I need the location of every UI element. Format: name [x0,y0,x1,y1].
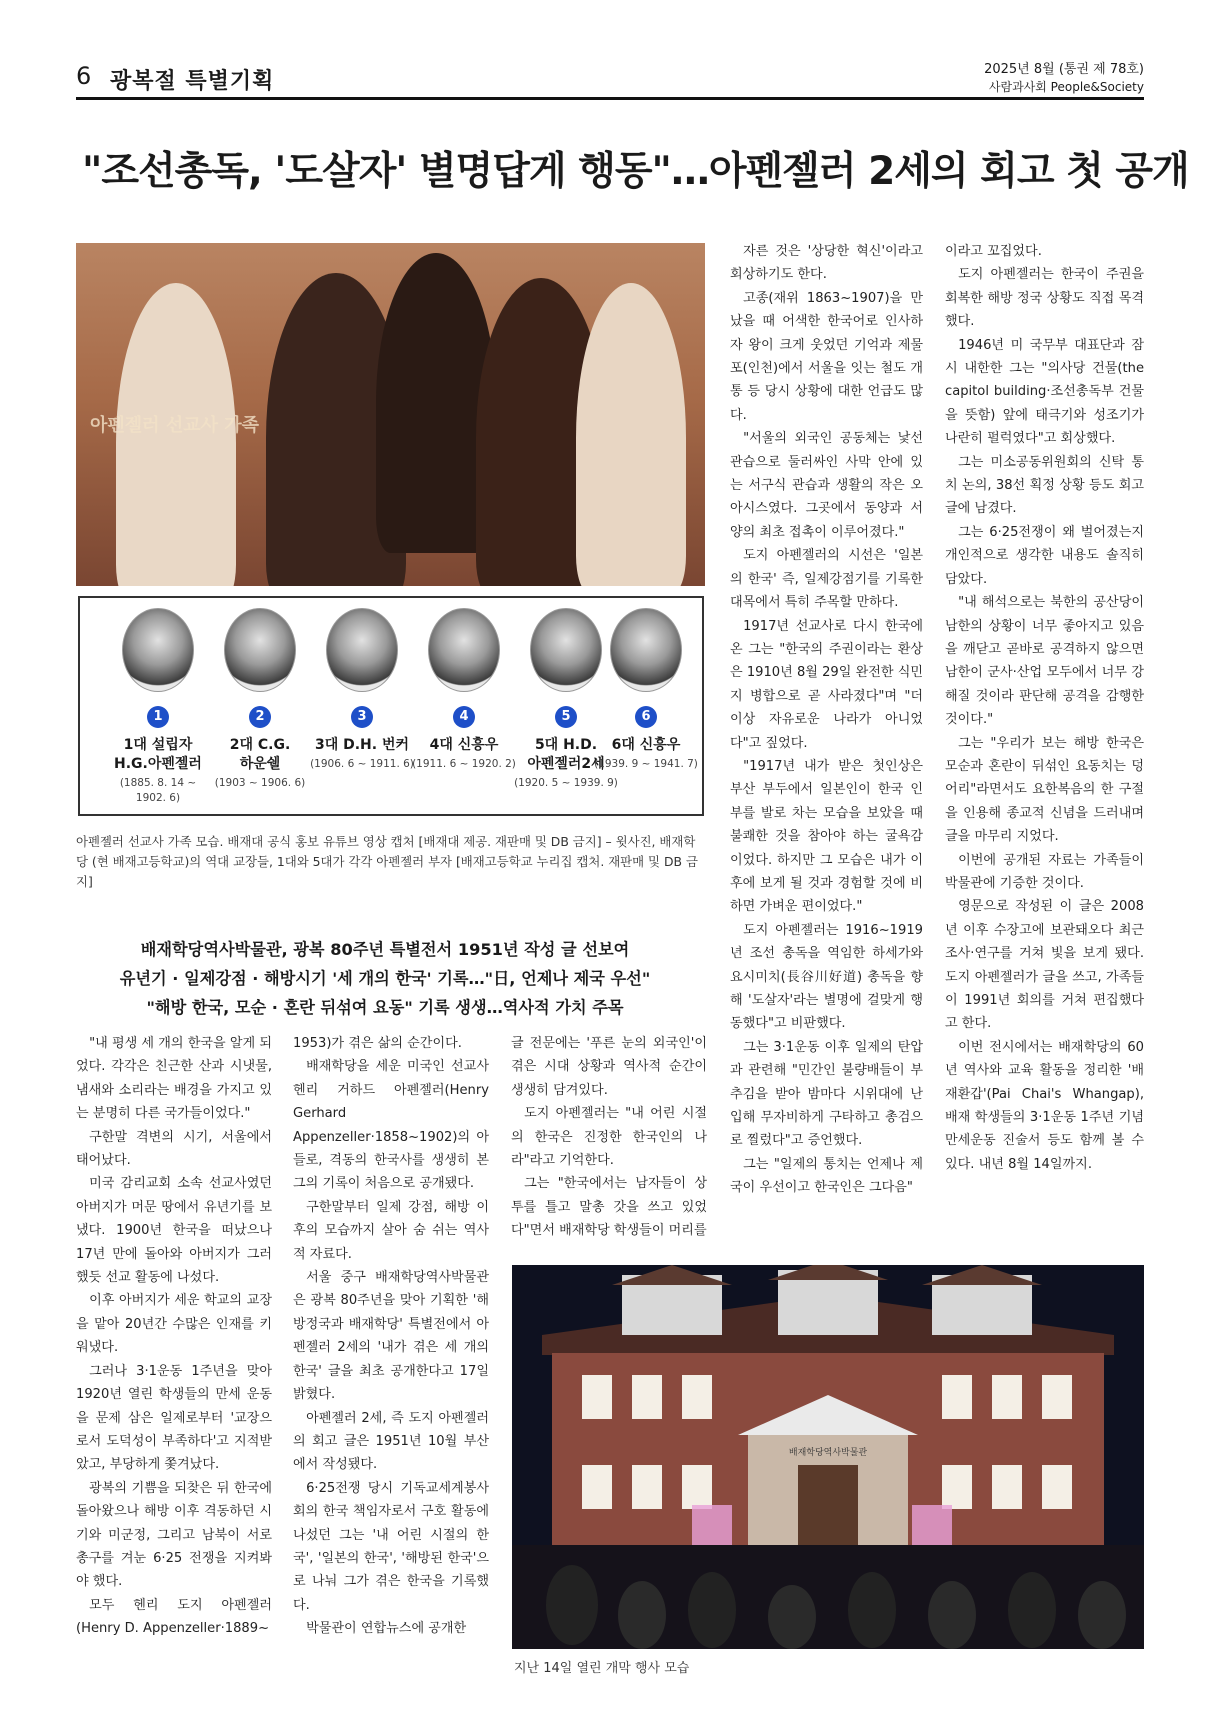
principals-panel [78,596,704,816]
paragraph: 1917년 선교사로 다시 한국에 온 그는 "한국의 주권이라는 환상은 1910년 8월 29일 완전한 식민지 병합으로 곧 사라졌다"며 "더 이상 자유로운 나라가 아니었다"고 짚었다. [730,618,923,751]
paragraph: 이번에 공개된 자료는 가족들이 박물관에 기증한 것이다. [945,852,1144,891]
paragraph: 이라고 꼬집었다. [945,244,1042,259]
subheadline: "해방 한국, 모순 · 혼란 뒤섞여 요동" 기록 생생…역사적 가치 주목 [146,998,624,1017]
paragraph: 그는 "우리가 보는 해방 한국은 모순과 혼란이 뒤섞인 요동치는 덩어리"라면서도 요한복음의 한 구절을 인용해 종교적 신념을 드러내며 글을 마무리 지었다. [945,735,1144,845]
principal-years: (1903 ~ 1906. 6) [214,777,306,789]
principal-name-2: H.G.아펜젤러 [114,756,202,772]
principal-years: (1911. 6 ~ 1920. 2) [412,758,516,770]
paragraph: "서울의 외국인 공동체는 낯선 관습으로 둘러싸인 사막 안에 있는 서구식 관습과 생활의 작은 오아시스였다. 그곳에서 동양과 서양의 최초 접촉이 이루어졌다." [730,431,923,540]
paragraph: 그는 3·1운동 이후 일제의 탄압과 관련해 "민간인 불량배들이 부추김을 받아 밤마다 시위대에 난입해 무자비하게 구타하고 총검으로 찔렀다"고 증언했다. [730,1039,923,1149]
principal-card [206,608,314,791]
paragraph: 그는 6·25전쟁이 왜 벌어졌는지 개인적으로 생각한 내용도 솔직히 담았다. [945,524,1144,587]
principal-number-badge: 4 [453,706,475,728]
principal-number-badge: 1 [147,706,169,728]
principal-card [104,608,212,806]
paragraph: 박물관이 연합뉴스에 공개한 [306,1621,467,1637]
photo-caption-bottom: 지난 14일 열린 개막 행사 모습 [514,1661,690,1676]
portrait-image [326,608,398,692]
paragraph: 아펜젤러 2세, 즉 도지 아펜젤러의 회고 글은 1951년 10월 부산에서 작성됐다. [293,1410,489,1473]
paragraph: 구한말 격변의 시기, 서울에서 태어났다. [76,1129,272,1169]
article-column [511,1032,707,1243]
article-column [293,1032,489,1641]
paragraph: 영문으로 작성된 이 글은 2008년 이후 수장고에 보관돼오다 최근 조사·연구를 거쳐 빛을 보게 됐다. 도지 아펜젤러가 글을 쓰고, 가족들이 1991년 회의를 거쳐 편집했다고 한다. [945,899,1144,1032]
portrait-image [610,608,682,692]
publication-name: 사람과사회 People&Society [988,80,1144,94]
principal-years: (1939. 9 ~ 1941. 7) [594,758,698,770]
paragraph: 그는 "일제의 통치는 언제나 제국이 우선이고 한국인은 그다음" [730,1156,923,1196]
section-title: 광복절 특별기획 [110,69,275,94]
subheadline: 배재학당역사박물관, 광복 80주년 특별전서 1951년 작성 글 선보여 [140,940,630,959]
paragraph: 도지 아펜젤러는 한국이 주권을 회복한 해방 정국 상황도 직접 목격했다. [945,267,1144,330]
principal-name: 3대 D.H. 번커 [314,737,410,753]
principal-name: 4대 신흥우 [429,737,499,753]
portrait-image [224,608,296,692]
paragraph: 서울 중구 배재학당역사박물관은 광복 80주년을 맞아 기획한 '해방정국과 배재학당' 특별전에서 아펜젤러 2세의 '내가 겪은 세 개의 한국' 글을 최초 공개한다고 17일 밝혔다. [293,1270,489,1403]
museum-building-image [512,1265,1144,1649]
paragraph: "내 평생 세 개의 한국을 알게 되었다. 각각은 친근한 산과 시냇물, 냄새와 소리라는 배경을 가지고 있는 분명히 다른 국가들이었다." [76,1036,272,1122]
principal-years: (1906. 6 ~ 1911. 6) [310,758,414,770]
paragraph: 글 전문에는 '푸른 눈의 외국인'이 겪은 시대 상황과 역사적 순간이 생생히 담겨있다. [511,1036,707,1098]
paragraph: 이후 아버지가 세운 학교의 교장을 맡아 20년간 수많은 인재를 키워냈다. [76,1293,272,1356]
paragraph: 구한말부터 일제 강점, 해방 이후의 모습까지 살아 숨 쉬는 역사적 자료다. [293,1199,489,1262]
subheadline: 유년기 · 일제강점 · 해방시기 '세 개의 한국' 기록…"日, 언제나 제국 우선" [119,969,651,988]
principal-years: (1885. 8. 14 ~ 1902. 6) [119,777,197,804]
principal-card [308,608,416,772]
paragraph: "1917년 내가 받은 첫인상은 부산 부두에서 일본인이 한국 인부를 발로 차는 모습을 보았을 때 불쾌한 것을 참아야 하는 굴욕감이었다. 하지만 그 모습은 내가 이후에 보게 될 것과 경험할 것에 비하면 가벼운 편이었다." [730,758,923,915]
paragraph: 그러나 3·1운동 1주년을 맞아 1920년 열린 학생들의 만세 운동을 문제 삼은 일제로부터 '교장으로서 도덕성이 부족하다'고 지적받았고, 부당하게 쫓겨났다. [76,1363,272,1473]
article-column [76,1032,272,1641]
paragraph: 1946년 미 국무부 대표단과 잠시 내한한 그는 "의사당 건물(the capitol building·조선총독부 건물을 뜻함) 앞에 태극기와 성조기가 나란히 펄럭였다"고 회상했다. [945,337,1144,447]
page-number: 6 [76,62,92,90]
paragraph: 자른 것은 '상당한 혁신'이라고 회상하기도 한다. [730,244,923,283]
principal-number-badge: 2 [249,706,271,728]
issue-date: 2025년 8월 (통권 제 78호) [984,62,1144,77]
paragraph: 1953)가 겪은 삶의 순간이다. [293,1036,462,1051]
principal-name: 6대 신흥우 [611,737,681,753]
paragraph: 도지 아펜젤러는 "내 어린 시절의 한국은 진정한 한국인의 나라"라고 기억한다. [511,1106,707,1169]
paragraph: 미국 감리교회 소속 선교사였던 아버지가 머문 땅에서 유년기를 보냈다. 1900년 한국을 떠났으나 17년 만에 돌아와 아버지가 그러했듯 선교 활동에 나섰다. [76,1176,272,1286]
portrait-image [428,608,500,692]
paragraph: 그는 "한국에서는 남자들이 상투를 틀고 말총 갓을 쓰고 있었다"면서 배재학당 학생들이 머리를 [511,1176,707,1239]
principal-name-2: 아펜젤러2세 [527,756,605,772]
paragraph: 도지 아펜젤러의 시선은 '일본의 한국' 즉, 일제강점기를 기록한 대목에서 특히 주목할 만하다. [730,548,923,611]
principal-name: 1대 설립자 [123,737,193,753]
paragraph: 광복의 기쁨을 되찾은 뒤 한국에 돌아왔으나 해방 이후 격동하던 시기와 미군정, 그리고 남북이 서로 총구를 겨눈 6·25 전쟁을 지켜봐야 했다. [76,1480,272,1590]
paragraph: "내 해석으로는 북한의 공산당이 남한의 상황이 너무 좋아지고 있음을 깨닫고 곧바로 공격하지 않으면 남한이 군사·산업 모두에서 너무 강해질 것이라 판단해 공격을 감행한 것이다." [945,595,1144,728]
principal-name: 2대 C.G. [229,737,291,753]
principal-number-badge: 6 [635,706,657,728]
family-portrait-photo [76,243,705,586]
principal-name: 5대 H.D. [534,737,598,753]
principal-card [410,608,518,772]
person-figure [576,283,686,586]
article-column [945,240,1144,1176]
paragraph: 배재학당을 세운 미국인 선교사 헨리 거하드 아펜젤러(Henry Gerhard Appenzeller·1858~1902)의 아들로, 격동의 한국사를 생생히 본 그의 기록이 처음으로 공개됐다. [293,1059,489,1192]
paragraph: 6·25전쟁 당시 기독교세계봉사회의 한국 책임자로서 구호 활동에 나섰던 그는 '내 어린 시절의 한국', '일본의 한국', '해방된 한국'으로 나눠 그가 겪은 한국을 기록했다. [293,1480,489,1613]
paragraph: 도지 아펜젤러는 1916~1919년 조선 총독을 역임한 하세가와 요시미치(長谷川好道) 총독을 향해 '도살자'라는 별명에 걸맞게 행동했다"고 비판했다. [730,922,923,1032]
paragraph: 고종(재위 1863~1907)을 만났을 때 어색한 한국어로 인사하자 왕이 크게 웃었던 기억과 제물포(인천)에서 서울을 잇는 철도 개통 등 당시 상황에 대한 언급도 많다. [730,290,923,423]
headline: "조선총독, '도살자' 별명답게 행동"…아펜젤러 2세의 회고 첫 공개 [82,149,1189,194]
museum-opening-photo [512,1265,1144,1649]
header-rule [76,97,1144,100]
portrait-image [122,608,194,692]
building-sign: 배재학당역사박물관 [788,1448,868,1458]
principal-card [592,608,700,772]
principal-number-badge: 5 [555,706,577,728]
paragraph: 이번 전시에서는 배재학당의 60년 역사와 교육 활동을 정리한 '배재환갑'(Pai Chai's Whangap), 배재 학생들의 3·1운동 1주년 기념 만세운동 진술서 등도 함께 볼 수 있다. 내년 8월 14일까지. [945,1039,1144,1172]
photo-caption: 아펜젤러 선교사 가족 모습. 배재대 공식 홍보 유튜브 영상 캡처 [배재대 제공. 재판매 및 DB 금지] – 윗사진, 배재학당 (현 배재고등학교)의 역대 교장들, 1대와 5대가 각각 아펜젤러 부자 [배재고등학교 누리집 캡처. 재판매 및 DB 금지] [76,834,698,889]
principal-years: (1920. 5 ~ 1939. 9) [514,777,618,789]
article-column [730,240,923,1200]
photo-overlay-label: 아펜젤러 선교사 가족 [90,415,260,436]
paragraph: 그는 미소공동위원회의 신탁 통치 논의, 38선 획정 상황 등도 회고 글에 남겼다. [945,454,1144,517]
principal-number-badge: 3 [351,706,373,728]
principal-name-2: 하운쉘 [239,756,281,772]
paragraph: 모두 헨리 도지 아펜젤러(Henry D. Appenzeller·1889~ [76,1597,272,1637]
